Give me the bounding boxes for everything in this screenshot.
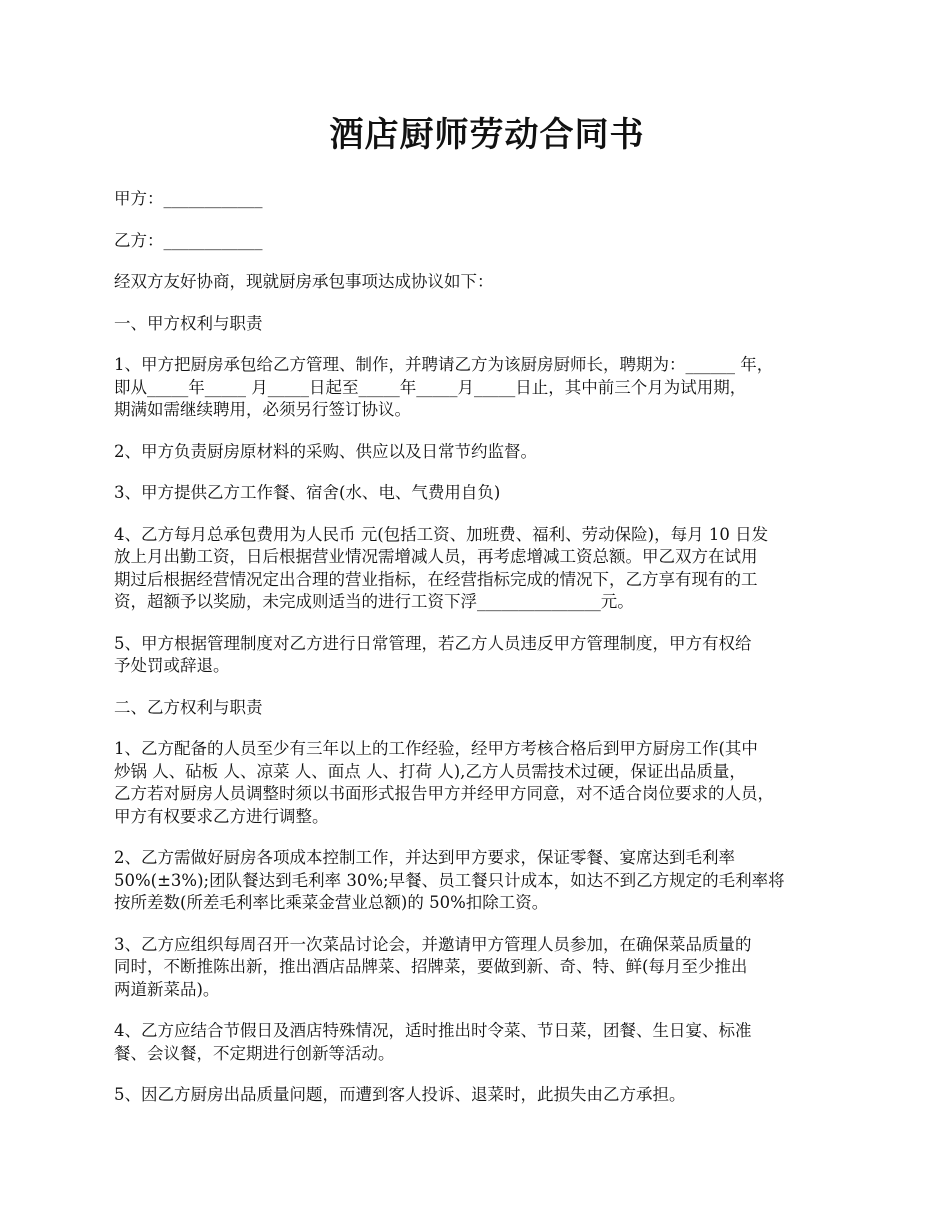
text-line: 两道新菜品)。 <box>114 979 220 999</box>
section-2-heading: 二、乙方权利与职责 <box>114 697 263 717</box>
intro-paragraph: 经双方友好协商，现就厨房承包事项达成协议如下： <box>114 272 494 291</box>
party-b-line: 乙方：____________ <box>114 230 263 250</box>
section-2-item-3 <box>114 934 854 1002</box>
text-line: 放上月出勤工资，日后根据营业情况需增减人员，再考虑增减工资总额。甲乙双方在试用 <box>114 547 758 566</box>
text-line: 资，超额予以奖励，未完成则适当的进行工资下浮_______________元。 <box>114 592 634 611</box>
text-line: 5、甲方根据管理制度对乙方进行日常管理，若乙方人员违反甲方管理制度，甲方有权给 <box>114 633 752 653</box>
text-line: 1、甲方把厨房承包给乙方管理、制作，并聘请乙方为该厨房厨师长，聘期为：______ 年， <box>114 355 774 374</box>
text-line: 4、乙方应结合节假日及酒店特殊情况，适时推出时令菜、节日菜，团餐、生日宴、标准 <box>114 1021 752 1040</box>
section-1-item-4 <box>114 524 854 614</box>
text-line: 餐、会议餐，不定期进行创新等活动。 <box>114 1043 395 1063</box>
text-line: 3、乙方应组织每周召开一次菜品讨论会，并邀请甲方管理人员参加，在确保菜品质量的 <box>114 934 752 954</box>
text-line: 2、乙方需做好厨房各项成本控制工作，并达到甲方要求，保证零餐、宴席达到毛利率 <box>114 848 735 867</box>
text-line: 甲方有权要求乙方进行调整。 <box>114 806 329 826</box>
text-line: 同时，不断推陈出新，推出酒店品牌菜、招牌菜，要做到新、奇、特、鲜(每月至少推出 <box>114 957 748 976</box>
text-line: 5、因乙方厨房出品质量问题，而遭到客人投诉、退菜时，此损失由乙方承担。 <box>114 1085 686 1104</box>
text-line: 炒锅 人、砧板 人、凉菜 人、面点 人、打荷 人),乙方人员需技术过硬，保证出品质量， <box>114 761 746 781</box>
text-line: 1、乙方配备的人员至少有三年以上的工作经验，经甲方考核合格后到甲方厨房工作(其中 <box>114 739 758 758</box>
text-line: 期满如需继续聘用，必须另行签订协议。 <box>114 400 411 419</box>
party-a-line: 甲方：____________ <box>114 189 263 208</box>
text-line: 予处罚或辞退。 <box>114 656 230 675</box>
section-1-item-2 <box>114 441 854 464</box>
text-line: 按所差数(所差毛利率比乘菜金营业总额)的 50%扣除工资。 <box>114 893 549 912</box>
text-line: 50%(±3%);团队餐达到毛利率 30%;早餐、员工餐只计成本，如达不到乙方规定的毛利率将 <box>114 870 785 890</box>
text-line: 2、甲方负责厨房原材料的采购、供应以及日常节约监督。 <box>114 441 537 461</box>
section-2-item-1 <box>114 738 854 828</box>
text-line: 乙方若对厨房人员调整时须以书面形式报告甲方并经甲方同意，对不适合岗位要求的人员， <box>114 784 774 803</box>
section-2-item-4 <box>114 1020 854 1065</box>
text-line: 3、甲方提供乙方工作餐、宿舍(水、电、气费用自负) <box>114 483 501 502</box>
section-2-item-2 <box>114 847 854 915</box>
section-1-item-3 <box>114 482 854 505</box>
document-title: 酒店厨师劳动合同书 <box>329 115 645 155</box>
section-1-item-1 <box>114 354 854 422</box>
text-line: 4、乙方每月总承包费用为人民币 元(包括工资、加班费、福利、劳动保险)，每月 10 日发 <box>114 524 769 544</box>
text-line: 期过后根据经营情况定出合理的营业指标，在经营指标完成的情况下，乙方享有现有的工 <box>114 569 758 589</box>
section-1-item-5 <box>114 633 854 678</box>
section-1-heading: 一、甲方权利与职责 <box>114 313 263 333</box>
section-2-item-5 <box>114 1084 854 1107</box>
text-line: 即从_____年_____ 月_____日起至_____年_____月_____日止，其中前三个月为试用期， <box>114 377 747 397</box>
